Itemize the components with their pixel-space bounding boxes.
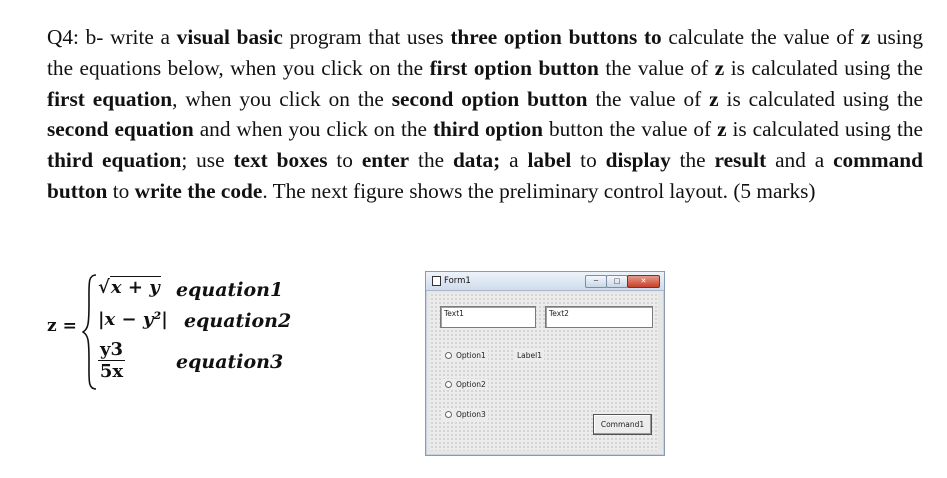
equation-label-1: equation1 [176, 279, 284, 301]
radio-circle-icon [445, 352, 452, 359]
form-client-area [430, 293, 658, 451]
label1-display: Label1 [517, 351, 543, 360]
question-segment: is calculated using the [718, 86, 924, 111]
question-segment: to [327, 148, 362, 173]
sqrt-symbol: √ [98, 277, 110, 298]
question-bold-segment: first equation [47, 86, 173, 111]
question-bold-segment: command button [47, 148, 923, 203]
question-bold-segment: z [709, 86, 719, 111]
question-segment: , when you click on the [172, 86, 392, 111]
question-segment: Q4: b- write a [47, 25, 177, 49]
form-titlebar[interactable] [426, 272, 664, 291]
question-segment: using the equations below, when you click on the [47, 25, 923, 80]
question-bold-segment: three option buttons to [450, 25, 662, 49]
form-title: Form1 [444, 276, 471, 286]
question-segment: to [107, 178, 135, 203]
question-bold-segment: display [605, 148, 671, 173]
question-bold-segment: z [714, 55, 725, 80]
question-bold-segment: enter [361, 148, 410, 173]
equation-label-3: equation3 [176, 351, 284, 373]
question-segment: the value of [587, 86, 710, 111]
option1-radio[interactable] [443, 350, 488, 361]
question-segment: and a [766, 148, 834, 173]
maximize-button[interactable]: □ [606, 275, 628, 288]
option3-radio[interactable] [443, 409, 488, 420]
question-bold-segment: visual basic [176, 25, 283, 49]
text2-input[interactable]: Text2 [545, 306, 653, 328]
equation-case-3 [98, 339, 125, 382]
question-segment: the [670, 148, 715, 173]
question-segment: a [500, 148, 528, 173]
case3-numerator: y3 [100, 339, 123, 360]
form-icon [432, 276, 441, 286]
radio-circle-icon [445, 411, 452, 418]
question-bold-segment: data; [452, 148, 501, 173]
close-button[interactable]: ✕ [627, 275, 660, 288]
case2-expression: |x − y²| [98, 309, 168, 330]
question-text [47, 22, 923, 207]
question-segment: to [571, 148, 606, 173]
question-bold-segment: text boxes [233, 148, 328, 173]
option1-label: Option1 [456, 351, 486, 360]
question-segment: is calculated using the [724, 55, 923, 80]
question-bold-segment: third equation [47, 148, 182, 173]
case1-expression: x + y [110, 277, 160, 298]
equation-case-1 [98, 277, 161, 298]
option2-label: Option2 [456, 380, 486, 389]
question-segment: is calculated using the [726, 117, 923, 142]
question-segment: the [409, 148, 453, 173]
option2-radio[interactable] [443, 379, 488, 390]
question-bold-segment: first option button [429, 55, 599, 80]
question-bold-segment: label [527, 148, 572, 173]
case3-denominator: 5x [99, 361, 124, 382]
minimize-button[interactable]: ─ [585, 275, 607, 288]
question-segment: . The next figure shows the preliminary control layout. (5 marks) [262, 178, 816, 203]
question-bold-segment: third option [432, 117, 544, 142]
command1-button[interactable]: Command1 [593, 414, 652, 435]
question-segment: ; use [181, 148, 234, 173]
question-bold-segment: z [860, 25, 871, 49]
question-segment: and when you click on the [193, 117, 433, 142]
question-bold-segment: write the code [134, 178, 263, 203]
question-bold-segment: second equation [47, 117, 194, 142]
question-bold-segment: second option button [391, 86, 588, 111]
vb-form-window [425, 271, 665, 456]
equation-lhs: z = [47, 316, 77, 336]
equation-label-2: equation2 [184, 310, 292, 332]
question-segment: calculate the value of [661, 25, 861, 49]
radio-circle-icon [445, 381, 452, 388]
question-bold-segment: z [717, 117, 727, 142]
text1-input[interactable]: Text1 [440, 306, 536, 328]
question-segment: button the value of [543, 117, 718, 142]
question-bold-segment: result [714, 148, 767, 173]
left-brace [82, 273, 98, 391]
option3-label: Option3 [456, 410, 486, 419]
question-segment: the value of [598, 55, 715, 80]
question-segment: program that uses [282, 25, 451, 49]
